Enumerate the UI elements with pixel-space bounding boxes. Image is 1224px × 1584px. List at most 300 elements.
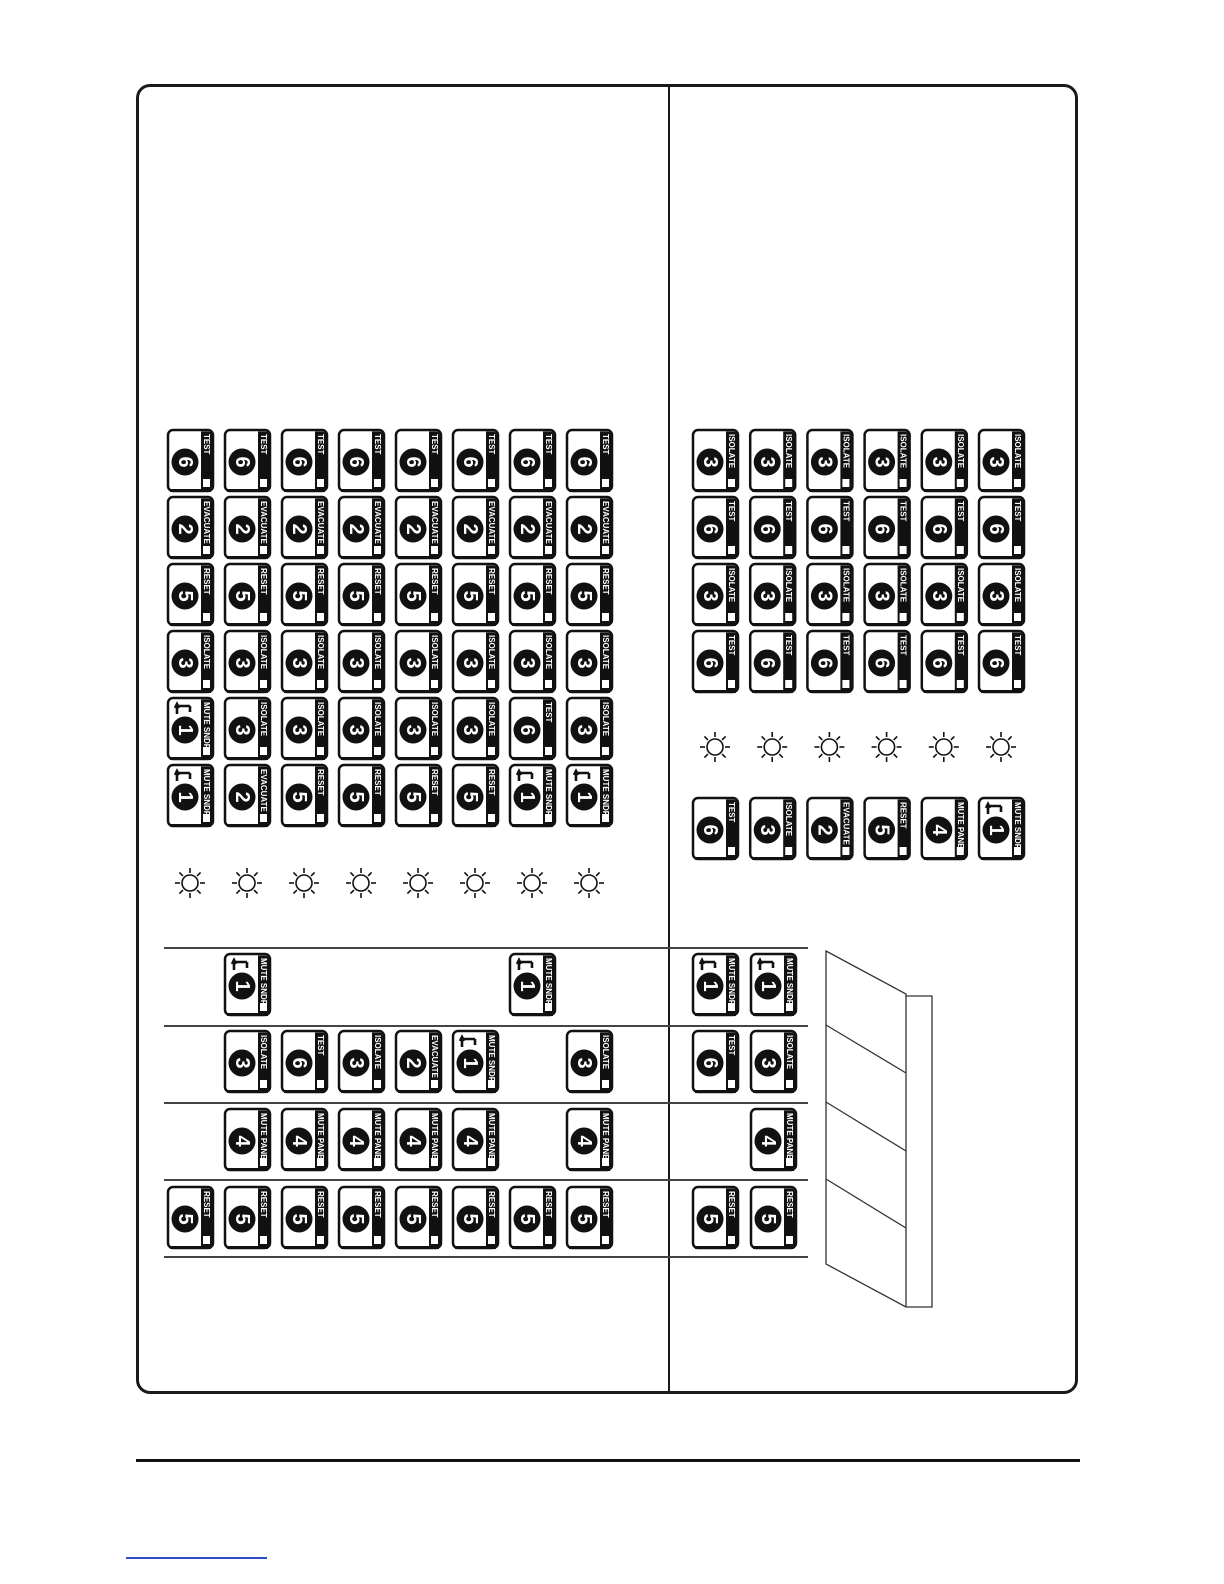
key-label: RESET [316, 1191, 325, 1218]
key-test[interactable] [807, 497, 852, 559]
key-reset[interactable] [339, 765, 384, 827]
key-isolate[interactable] [865, 430, 910, 492]
key-label: EVACUATE [316, 501, 325, 544]
key-number: 2 [174, 523, 196, 535]
key-label: MUTE PANEL [487, 1113, 496, 1165]
key-isolate[interactable] [693, 564, 738, 626]
key-mute-sndrs[interactable] [510, 954, 555, 1016]
key-isolate[interactable] [807, 430, 852, 492]
key-number: 3 [231, 724, 253, 736]
key-reset[interactable] [453, 564, 498, 626]
key-number: 5 [870, 824, 893, 836]
key-number: 5 [288, 791, 310, 803]
key-evacuate[interactable] [225, 497, 270, 559]
key-label: ISOLATE [898, 568, 908, 603]
key-isolate[interactable] [979, 430, 1024, 492]
key-isolate[interactable] [865, 564, 910, 626]
key-number: 3 [985, 590, 1007, 602]
key-number: 3 [927, 590, 950, 602]
key-number: 3 [699, 456, 721, 468]
key-label: MUTE SNDRS [259, 958, 268, 1011]
key-number: 4 [288, 1135, 310, 1147]
key-label: ISOLATE [898, 434, 908, 469]
key-number: 5 [699, 1213, 721, 1225]
key-number: 6 [516, 456, 538, 468]
key-number: 1 [174, 724, 196, 736]
key-reset[interactable] [168, 1187, 213, 1249]
key-reset[interactable] [225, 564, 270, 626]
key-test[interactable] [693, 1031, 738, 1093]
key-number: 6 [345, 456, 367, 468]
key-label: RESET [259, 1191, 268, 1218]
key-label: RESET [430, 1191, 439, 1218]
key-label: ISOLATE [601, 702, 610, 737]
key-number: 6 [927, 657, 950, 669]
key-number: 6 [288, 456, 310, 468]
key-isolate[interactable] [922, 564, 967, 626]
key-number: 3 [699, 590, 721, 602]
key-label: RESET [785, 1191, 794, 1218]
door-panel-drawing [826, 951, 932, 1307]
key-reset[interactable] [567, 1187, 612, 1249]
key-label: RESET [487, 568, 496, 595]
key-number: 2 [459, 523, 481, 535]
key-isolate[interactable] [168, 631, 213, 693]
key-number: 3 [288, 724, 310, 736]
key-number: 1 [573, 791, 595, 803]
key-reset[interactable] [168, 564, 213, 626]
key-test[interactable] [282, 430, 327, 492]
led-indicator-icon [574, 868, 604, 898]
key-test[interactable] [168, 430, 213, 492]
key-test[interactable] [922, 631, 967, 693]
led-indicator-icon [872, 732, 902, 762]
key-number: 3 [402, 724, 424, 736]
key-label: ISOLATE [544, 635, 553, 670]
key-evacuate[interactable] [168, 497, 213, 559]
key-test[interactable] [865, 631, 910, 693]
key-number: 3 [870, 456, 893, 468]
key-mute-sndrs[interactable] [751, 954, 796, 1016]
key-evacuate[interactable] [396, 497, 441, 559]
key-label: ISOLATE [784, 802, 794, 837]
key-number: 3 [756, 590, 779, 602]
key-number: 6 [699, 523, 721, 535]
key-test[interactable] [979, 497, 1024, 559]
key-number: 5 [402, 791, 424, 803]
key-number: 6 [870, 657, 893, 669]
key-label: RESET [544, 568, 553, 595]
key-isolate[interactable] [339, 631, 384, 693]
key-label: EVACUATE [544, 501, 553, 544]
led-indicator-icon [929, 732, 959, 762]
key-isolate[interactable] [282, 631, 327, 693]
key-label: ISOLATE [487, 635, 496, 670]
key-label: RESET [601, 568, 610, 595]
key-number: 4 [345, 1135, 367, 1147]
key-number: 3 [985, 456, 1007, 468]
key-isolate[interactable] [693, 430, 738, 492]
key-label: TEST [727, 501, 736, 522]
key-number: 4 [231, 1135, 253, 1147]
key-isolate[interactable] [922, 430, 967, 492]
key-isolate[interactable] [225, 698, 270, 760]
key-label: TEST [544, 434, 553, 455]
key-isolate[interactable] [750, 798, 795, 860]
key-number: 1 [174, 791, 196, 803]
key-number: 5 [288, 1213, 310, 1225]
footer-link-underline[interactable] [126, 1557, 267, 1559]
key-reset[interactable] [453, 1187, 498, 1249]
key-test[interactable] [510, 430, 555, 492]
key-label: MUTE PANEL [955, 802, 965, 854]
key-number: 5 [174, 1213, 196, 1225]
key-label: MUTE PANEL [373, 1113, 382, 1165]
key-label: RESET [316, 769, 325, 796]
key-label: ISOLATE [841, 568, 851, 603]
key-mute-sndrs[interactable] [567, 765, 612, 827]
key-number: 2 [345, 523, 367, 535]
key-label: TEST [430, 434, 439, 455]
key-number: 6 [516, 724, 538, 736]
key-isolate[interactable] [807, 564, 852, 626]
key-test[interactable] [339, 430, 384, 492]
led-indicator-icon [175, 868, 205, 898]
key-label: ISOLATE [316, 702, 325, 737]
key-number: 1 [757, 980, 779, 992]
key-number: 6 [174, 456, 196, 468]
key-evacuate[interactable] [282, 497, 327, 559]
led-indicator-icon [757, 732, 787, 762]
key-label: RESET [430, 568, 439, 595]
key-isolate[interactable] [750, 564, 795, 626]
key-isolate[interactable] [225, 631, 270, 693]
key-number: 5 [402, 1213, 424, 1225]
key-isolate[interactable] [510, 631, 555, 693]
key-label: TEST [1013, 635, 1022, 656]
key-label: EVACUATE [601, 501, 610, 544]
key-label: RESET [202, 1191, 211, 1218]
key-isolate[interactable] [339, 1031, 384, 1093]
key-label: TEST [955, 501, 965, 522]
key-label: ISOLATE [841, 434, 851, 469]
key-number: 3 [288, 657, 310, 669]
key-label: MUTE SNDRS [727, 958, 736, 1011]
key-isolate[interactable] [751, 1031, 796, 1093]
key-reset[interactable] [510, 1187, 555, 1249]
key-number: 5 [345, 1213, 367, 1225]
key-isolate[interactable] [567, 698, 612, 760]
key-label: ISOLATE [487, 702, 496, 737]
key-number: 6 [813, 523, 836, 535]
key-mute-panel[interactable] [567, 1109, 612, 1171]
key-test[interactable] [453, 430, 498, 492]
key-reset[interactable] [453, 765, 498, 827]
key-label: TEST [784, 635, 794, 656]
key-number: 6 [402, 456, 424, 468]
key-label: EVACUATE [430, 1035, 439, 1078]
key-test[interactable] [922, 497, 967, 559]
key-number: 3 [813, 456, 836, 468]
key-test[interactable] [396, 430, 441, 492]
key-label: MUTE PANEL [601, 1113, 610, 1165]
key-number: 3 [345, 657, 367, 669]
key-isolate[interactable] [396, 698, 441, 760]
key-number: 3 [756, 824, 779, 836]
key-test[interactable] [225, 430, 270, 492]
key-label: ISOLATE [373, 1035, 382, 1070]
key-test[interactable] [865, 497, 910, 559]
key-number: 1 [516, 791, 538, 803]
key-label: MUTE PANEL [430, 1113, 439, 1165]
key-test[interactable] [693, 497, 738, 559]
key-reset[interactable] [510, 564, 555, 626]
key-label: RESET [373, 769, 382, 796]
key-label: RESET [487, 1191, 496, 1218]
key-isolate[interactable] [453, 698, 498, 760]
led-indicator-icon [289, 868, 319, 898]
key-mute-panel[interactable] [396, 1109, 441, 1171]
key-label: MUTE SNDRS [785, 958, 794, 1011]
key-label: MUTE SNDRS [601, 769, 610, 822]
key-mute-panel[interactable] [922, 798, 967, 860]
key-label: EVACUATE [841, 802, 851, 845]
key-number: 3 [516, 657, 538, 669]
key-number: 4 [757, 1135, 779, 1147]
key-label: ISOLATE [259, 702, 268, 737]
key-number: 6 [288, 1057, 310, 1069]
key-isolate[interactable] [979, 564, 1024, 626]
key-test[interactable] [693, 798, 738, 860]
key-label: RESET [544, 1191, 553, 1218]
key-number: 3 [756, 456, 779, 468]
key-label: ISOLATE [785, 1035, 794, 1070]
key-test[interactable] [282, 1031, 327, 1093]
key-label: ISOLATE [259, 1035, 268, 1070]
key-test[interactable] [979, 631, 1024, 693]
key-label: ISOLATE [955, 434, 965, 469]
key-number: 5 [402, 590, 424, 602]
key-number: 5 [573, 1213, 595, 1225]
key-number: 2 [402, 523, 424, 535]
key-label: RESET [601, 1191, 610, 1218]
key-label: TEST [373, 434, 382, 455]
key-reset[interactable] [396, 1187, 441, 1249]
key-number: 3 [231, 657, 253, 669]
key-label: ISOLATE [373, 635, 382, 670]
led-indicator-icon [403, 868, 433, 898]
key-number: 2 [288, 523, 310, 535]
led-indicator-icon [700, 732, 730, 762]
key-isolate[interactable] [225, 1031, 270, 1093]
key-reset[interactable] [339, 564, 384, 626]
key-label: RESET [898, 802, 908, 829]
key-isolate[interactable] [567, 631, 612, 693]
key-mute-sndrs[interactable] [168, 698, 213, 760]
key-label: RESET [430, 769, 439, 796]
key-mute-panel[interactable] [751, 1109, 796, 1171]
key-reset[interactable] [282, 1187, 327, 1249]
key-number: 1 [516, 980, 538, 992]
key-number: 6 [699, 657, 721, 669]
key-number: 6 [756, 523, 779, 535]
key-test[interactable] [750, 631, 795, 693]
key-label: ISOLATE [1013, 568, 1022, 603]
key-evacuate[interactable] [807, 798, 852, 860]
key-mute-panel[interactable] [453, 1109, 498, 1171]
key-label: MUTE SNDRS [544, 958, 553, 1011]
key-number: 5 [516, 1213, 538, 1225]
key-isolate[interactable] [396, 631, 441, 693]
key-test[interactable] [510, 698, 555, 760]
key-isolate[interactable] [282, 698, 327, 760]
key-number: 3 [573, 657, 595, 669]
key-evacuate[interactable] [225, 765, 270, 827]
key-number: 6 [985, 657, 1007, 669]
key-mute-sndrs[interactable] [168, 765, 213, 827]
key-reset[interactable] [396, 564, 441, 626]
led-indicator-icon [460, 868, 490, 898]
key-label: TEST [841, 635, 851, 656]
led-indicator-icon [986, 732, 1016, 762]
key-label: TEST [544, 702, 553, 723]
key-test[interactable] [807, 631, 852, 693]
key-label: MUTE SNDRS [202, 702, 211, 755]
key-isolate[interactable] [339, 698, 384, 760]
key-label: ISOLATE [955, 568, 965, 603]
key-number: 5 [345, 791, 367, 803]
key-number: 2 [231, 791, 253, 803]
key-label: TEST [487, 434, 496, 455]
key-label: ISOLATE [1013, 434, 1022, 469]
key-number: 1 [459, 1057, 481, 1069]
key-number: 4 [402, 1135, 424, 1147]
key-label: TEST [784, 501, 794, 522]
key-label: ISOLATE [259, 635, 268, 670]
key-number: 5 [288, 590, 310, 602]
key-evacuate[interactable] [453, 497, 498, 559]
key-label: ISOLATE [727, 434, 736, 469]
key-label: RESET [373, 568, 382, 595]
key-number: 5 [459, 791, 481, 803]
key-number: 1 [231, 980, 253, 992]
key-number: 5 [573, 590, 595, 602]
key-label: EVACUATE [202, 501, 211, 544]
key-isolate[interactable] [567, 1031, 612, 1093]
key-number: 6 [573, 456, 595, 468]
key-number: 1 [699, 980, 721, 992]
key-label: RESET [259, 568, 268, 595]
key-number: 3 [813, 590, 836, 602]
key-mute-sndrs[interactable] [510, 765, 555, 827]
key-label: TEST [316, 1035, 325, 1056]
key-label: EVACUATE [259, 501, 268, 544]
key-reset[interactable] [282, 564, 327, 626]
key-mute-sndrs[interactable] [693, 954, 738, 1016]
led-indicator-icon [814, 732, 844, 762]
key-reset[interactable] [396, 765, 441, 827]
key-number: 3 [345, 724, 367, 736]
key-mute-sndrs[interactable] [225, 954, 270, 1016]
led-indicator-icon [517, 868, 547, 898]
key-test[interactable] [693, 631, 738, 693]
key-number: 6 [699, 1057, 721, 1069]
key-label: MUTE SNDRS [487, 1035, 496, 1088]
key-reset[interactable] [567, 564, 612, 626]
key-label: TEST [841, 501, 851, 522]
key-isolate[interactable] [453, 631, 498, 693]
key-number: 3 [870, 590, 893, 602]
key-reset[interactable] [225, 1187, 270, 1249]
key-label: ISOLATE [430, 635, 439, 670]
key-mute-sndrs[interactable] [453, 1031, 498, 1093]
key-number: 2 [231, 523, 253, 535]
key-mute-panel[interactable] [282, 1109, 327, 1171]
key-mute-panel[interactable] [225, 1109, 270, 1171]
key-reset[interactable] [693, 1187, 738, 1249]
key-number: 4 [573, 1135, 595, 1147]
key-number: 3 [459, 657, 481, 669]
key-number: 6 [813, 657, 836, 669]
key-number: 2 [813, 824, 836, 836]
key-label: TEST [727, 1035, 736, 1056]
key-number: 5 [231, 1213, 253, 1225]
key-label: ISOLATE [316, 635, 325, 670]
key-label: TEST [898, 635, 908, 656]
key-number: 3 [174, 657, 196, 669]
key-reset[interactable] [865, 798, 910, 860]
key-evacuate[interactable] [396, 1031, 441, 1093]
key-label: RESET [373, 1191, 382, 1218]
key-number: 5 [516, 590, 538, 602]
key-evacuate[interactable] [567, 497, 612, 559]
key-number: 3 [573, 1057, 595, 1069]
key-evacuate[interactable] [339, 497, 384, 559]
key-label: RESET [316, 568, 325, 595]
key-label: ISOLATE [601, 1035, 610, 1070]
key-label: MUTE PANEL [316, 1113, 325, 1165]
key-mute-panel[interactable] [339, 1109, 384, 1171]
footer-rule [136, 1459, 1080, 1462]
key-number: 5 [345, 590, 367, 602]
key-evacuate[interactable] [510, 497, 555, 559]
key-number: 4 [459, 1135, 481, 1147]
key-number: 6 [927, 523, 950, 535]
key-test[interactable] [750, 497, 795, 559]
key-reset[interactable] [751, 1187, 796, 1249]
key-number: 4 [927, 824, 950, 836]
key-label: ISOLATE [430, 702, 439, 737]
key-number: 3 [345, 1057, 367, 1069]
key-isolate[interactable] [750, 430, 795, 492]
key-number: 5 [459, 1213, 481, 1225]
key-label: EVACUATE [373, 501, 382, 544]
key-number: 6 [870, 523, 893, 535]
key-number: 5 [757, 1213, 779, 1225]
key-mute-sndrs[interactable] [979, 798, 1024, 860]
key-test[interactable] [567, 430, 612, 492]
key-label: MUTE SNDRS [544, 769, 553, 822]
key-label: ISOLATE [373, 702, 382, 737]
key-label: RESET [487, 769, 496, 796]
key-number: 5 [231, 590, 253, 602]
key-reset[interactable] [282, 765, 327, 827]
key-label: EVACUATE [430, 501, 439, 544]
key-number: 2 [402, 1057, 424, 1069]
key-reset[interactable] [339, 1187, 384, 1249]
key-label: RESET [727, 1191, 736, 1218]
led-indicator-icon [232, 868, 262, 898]
